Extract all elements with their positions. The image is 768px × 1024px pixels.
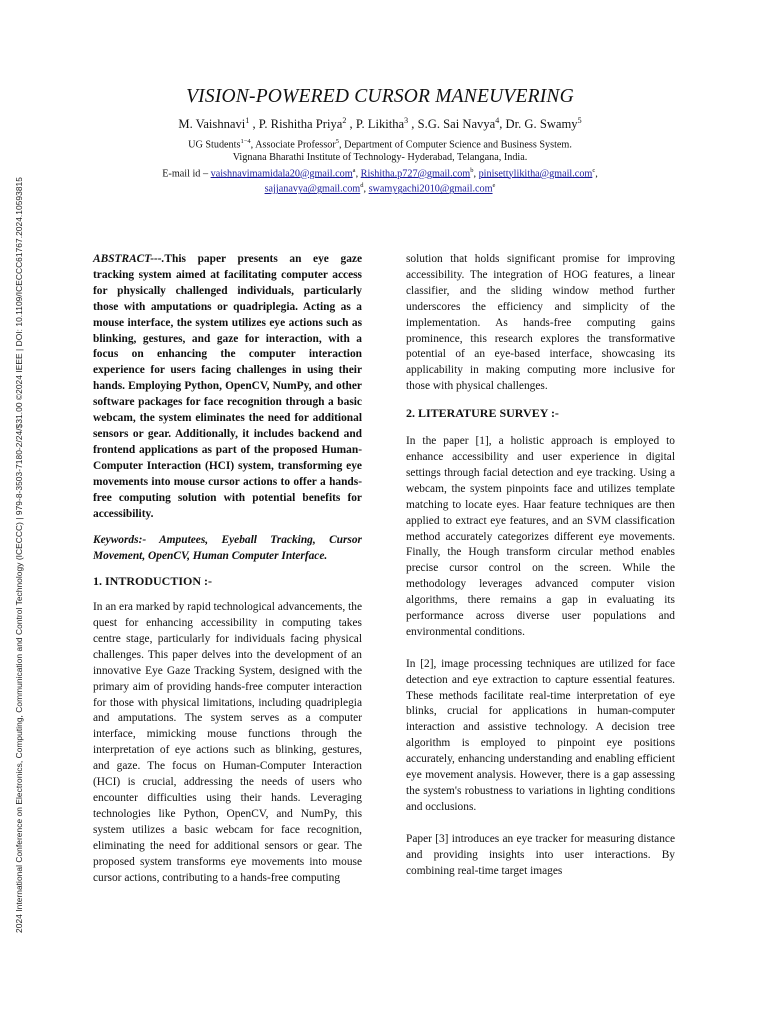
author-name: M. Vaishnavi — [178, 117, 246, 132]
email-sup: b — [470, 166, 474, 174]
affil-role-prof: , Associate Professor — [250, 139, 336, 151]
keywords — [93, 533, 362, 565]
keywords-text: Amputees, Eyeball Tracking, Cursor Movement, OpenCV, Human Computer Interface. — [93, 534, 362, 563]
affil-sup: 1−4 — [240, 138, 251, 146]
author-list: M. Vaishnavi$^1$ , P. Rishitha Priya$^2$ , P. Likitha$^3$ , S.G. Sai Navya$^4$, Dr. G. Swamy$^5$ — [178, 116, 582, 132]
email-link[interactable]: Rishitha.p727@gmail.com — [360, 167, 471, 179]
author-sup: 3 — [404, 116, 409, 125]
email-sup: c — [592, 166, 596, 174]
email-sup: a — [352, 166, 356, 174]
email-label: E-mail id – — [162, 167, 211, 179]
author-name: Dr. G. Swamy — [505, 117, 578, 132]
abstract-text: This paper presents an eye gaze tracking system aimed at facilitating computer access for physically challenged individuals, particularly those with amputations or quadriplegia. Acting as a mouse interface, the system utilizes eye actions such as blinking, gestures, and gaze for interaction, with a focus on enhancing the computer interaction experience for users facing challenges in using their hands. Employing Python, OpenCV, NumPy, and other software packages for face recognition through a basic webcam, the system eliminates the need for additional sensors or gear. Additionally, it includes backend and frontend applications as part of the proposed Human-Computer Interaction (HCI) system, transforming eye movements into mouse cursor actions to offer a hands-free computing solution with potential benefits for accessibility. — [93, 253, 362, 520]
email-link[interactable]: vaishnavimamidala20@gmail.com — [210, 167, 353, 179]
email-link[interactable]: sajjanavya@gmail.com — [264, 183, 361, 195]
introduction-paragraph: In an era marked by rapid technological advancements, the quest for enhancing accessibility in computing takes centre stage, particularly for individuals facing physical challenges. This paper delves into the development of an innovative Eye Gaze Tracking System, designed with the primary aim of providing hands-free computer interaction for those with physical limitations, including quadriplegia and amputations. The system serves as a computer interface, mimicking mouse functions through the interpretation of eye actions such as blinking, gestures, and gaze. The focus on Human-Computer Interaction (HCI) is crucial, addressing the needs of users who encounter difficulties using their hands. Leveraging technologies like Python, OpenCV, and NumPy, this system utilizes a basic webcam for face recognition, eliminating the need for additional sensors or gear. The proposed system transforms eye movements into mouse cursor actions, contributing to a hands-free computing — [93, 601, 362, 884]
right-column — [406, 252, 675, 879]
author-name: S.G. Sai Navya — [417, 117, 496, 132]
conference-sidebar — [12, 160, 26, 950]
left-column — [93, 252, 362, 886]
literature-paragraph-1: In the paper [1], a holistic approach is employed to enhance accessibility and user experience in digital settings through facial detection and eye tracking. Using a webcam, the system pinpoints face and utilizes template matching to locate eyes. Haar feature techniques are then applied to extract eye features, and an SVM classification method accurately categorizes different eye movements. Finally, the Hough transform circular method enables precise cursor control on the screen. While the methodology leverages advanced computer vision algorithms, there remains a gap in evaluating its performance across diverse user populations and environmental conditions. — [406, 435, 675, 638]
affiliation — [60, 136, 700, 152]
conference-doi-line: 2024 International Conference on Electronics, Computing, Communication and Control Technology (ICECCC) | 979-8-3503-7180-2/24/$31.00 ©2024 IEEE | DOI: 10.1109/ICECCC61767.2024.10593815 — [14, 177, 24, 933]
keywords-label: Keywords:- — [93, 534, 147, 547]
affil-roles: UG Students — [188, 139, 241, 151]
email-link[interactable]: swamygachi2010@gmail.com — [368, 183, 493, 195]
email-list: E-mail id – vaishnavimamidala20@gmail.com$^a$, Rishitha.p727@gmail.com$^b$, pinisettylikitha@gmail.com$^c$, sajjanavya@gmail.com$^d$, swamygachi2010@gmail.com$^e$ — [162, 166, 598, 195]
literature-paragraph-2: In [2], image processing techniques are utilized for face detection and eye extraction to capture essential features. These methods facilitate real-time interpretation of eye blinks, crucial for applications in human-computer interaction and assistive technology. A decision tree algorithm is employed to pinpoint eye positions accurately, enhancing understanding and enabling efficient eye movement analysis. However, there is a gap assessing the system's robustness to variations in lighting conditions and occlusions. — [406, 657, 675, 813]
author-sup: 4 — [495, 116, 500, 125]
section-heading-introduction: 1. INTRODUCTION :- — [93, 574, 213, 589]
email-sup: e — [492, 182, 496, 190]
author-name: P. Rishitha Priya — [258, 117, 343, 132]
paper-header — [60, 86, 700, 196]
email-link[interactable]: pinisettylikitha@gmail.com — [478, 167, 593, 179]
abstract — [93, 252, 362, 522]
literature-paragraph-3: Paper [3] introduces an eye tracker for measuring distance and providing insights into user interactions. By combining real-time target images — [406, 832, 675, 877]
author-sup: 1 — [245, 116, 250, 125]
affil-department: , Department of Computer Science and Business System. — [339, 139, 572, 151]
institution: Vignana Bharathi Institute of Technology- Hyderabad, Telangana, India. — [232, 152, 528, 164]
paper-title: VISION-POWERED CURSOR MANEUVERING — [186, 86, 574, 107]
abstract-lead: ABSTRACT---. — [93, 253, 165, 265]
author-sup: 2 — [342, 116, 347, 125]
affil-sup: 5 — [335, 138, 340, 146]
author-name: P. Likitha — [355, 117, 405, 132]
introduction-continued: solution that holds significant promise for improving accessibility. The integration of HOG features, a linear classifier, and the sliding window method further underscores the efficiency and simplicity of the implementation. As hands-free computing gains prominence, this research explores the transformative potential of an eye-based interface, showcasing its applicability in making computing more inclusive for those with physical challenges. — [406, 253, 675, 393]
section-heading-literature-survey: 2. LITERATURE SURVEY :- — [406, 406, 559, 421]
author-sup: 5 — [577, 116, 582, 125]
email-sup: d — [360, 182, 364, 190]
